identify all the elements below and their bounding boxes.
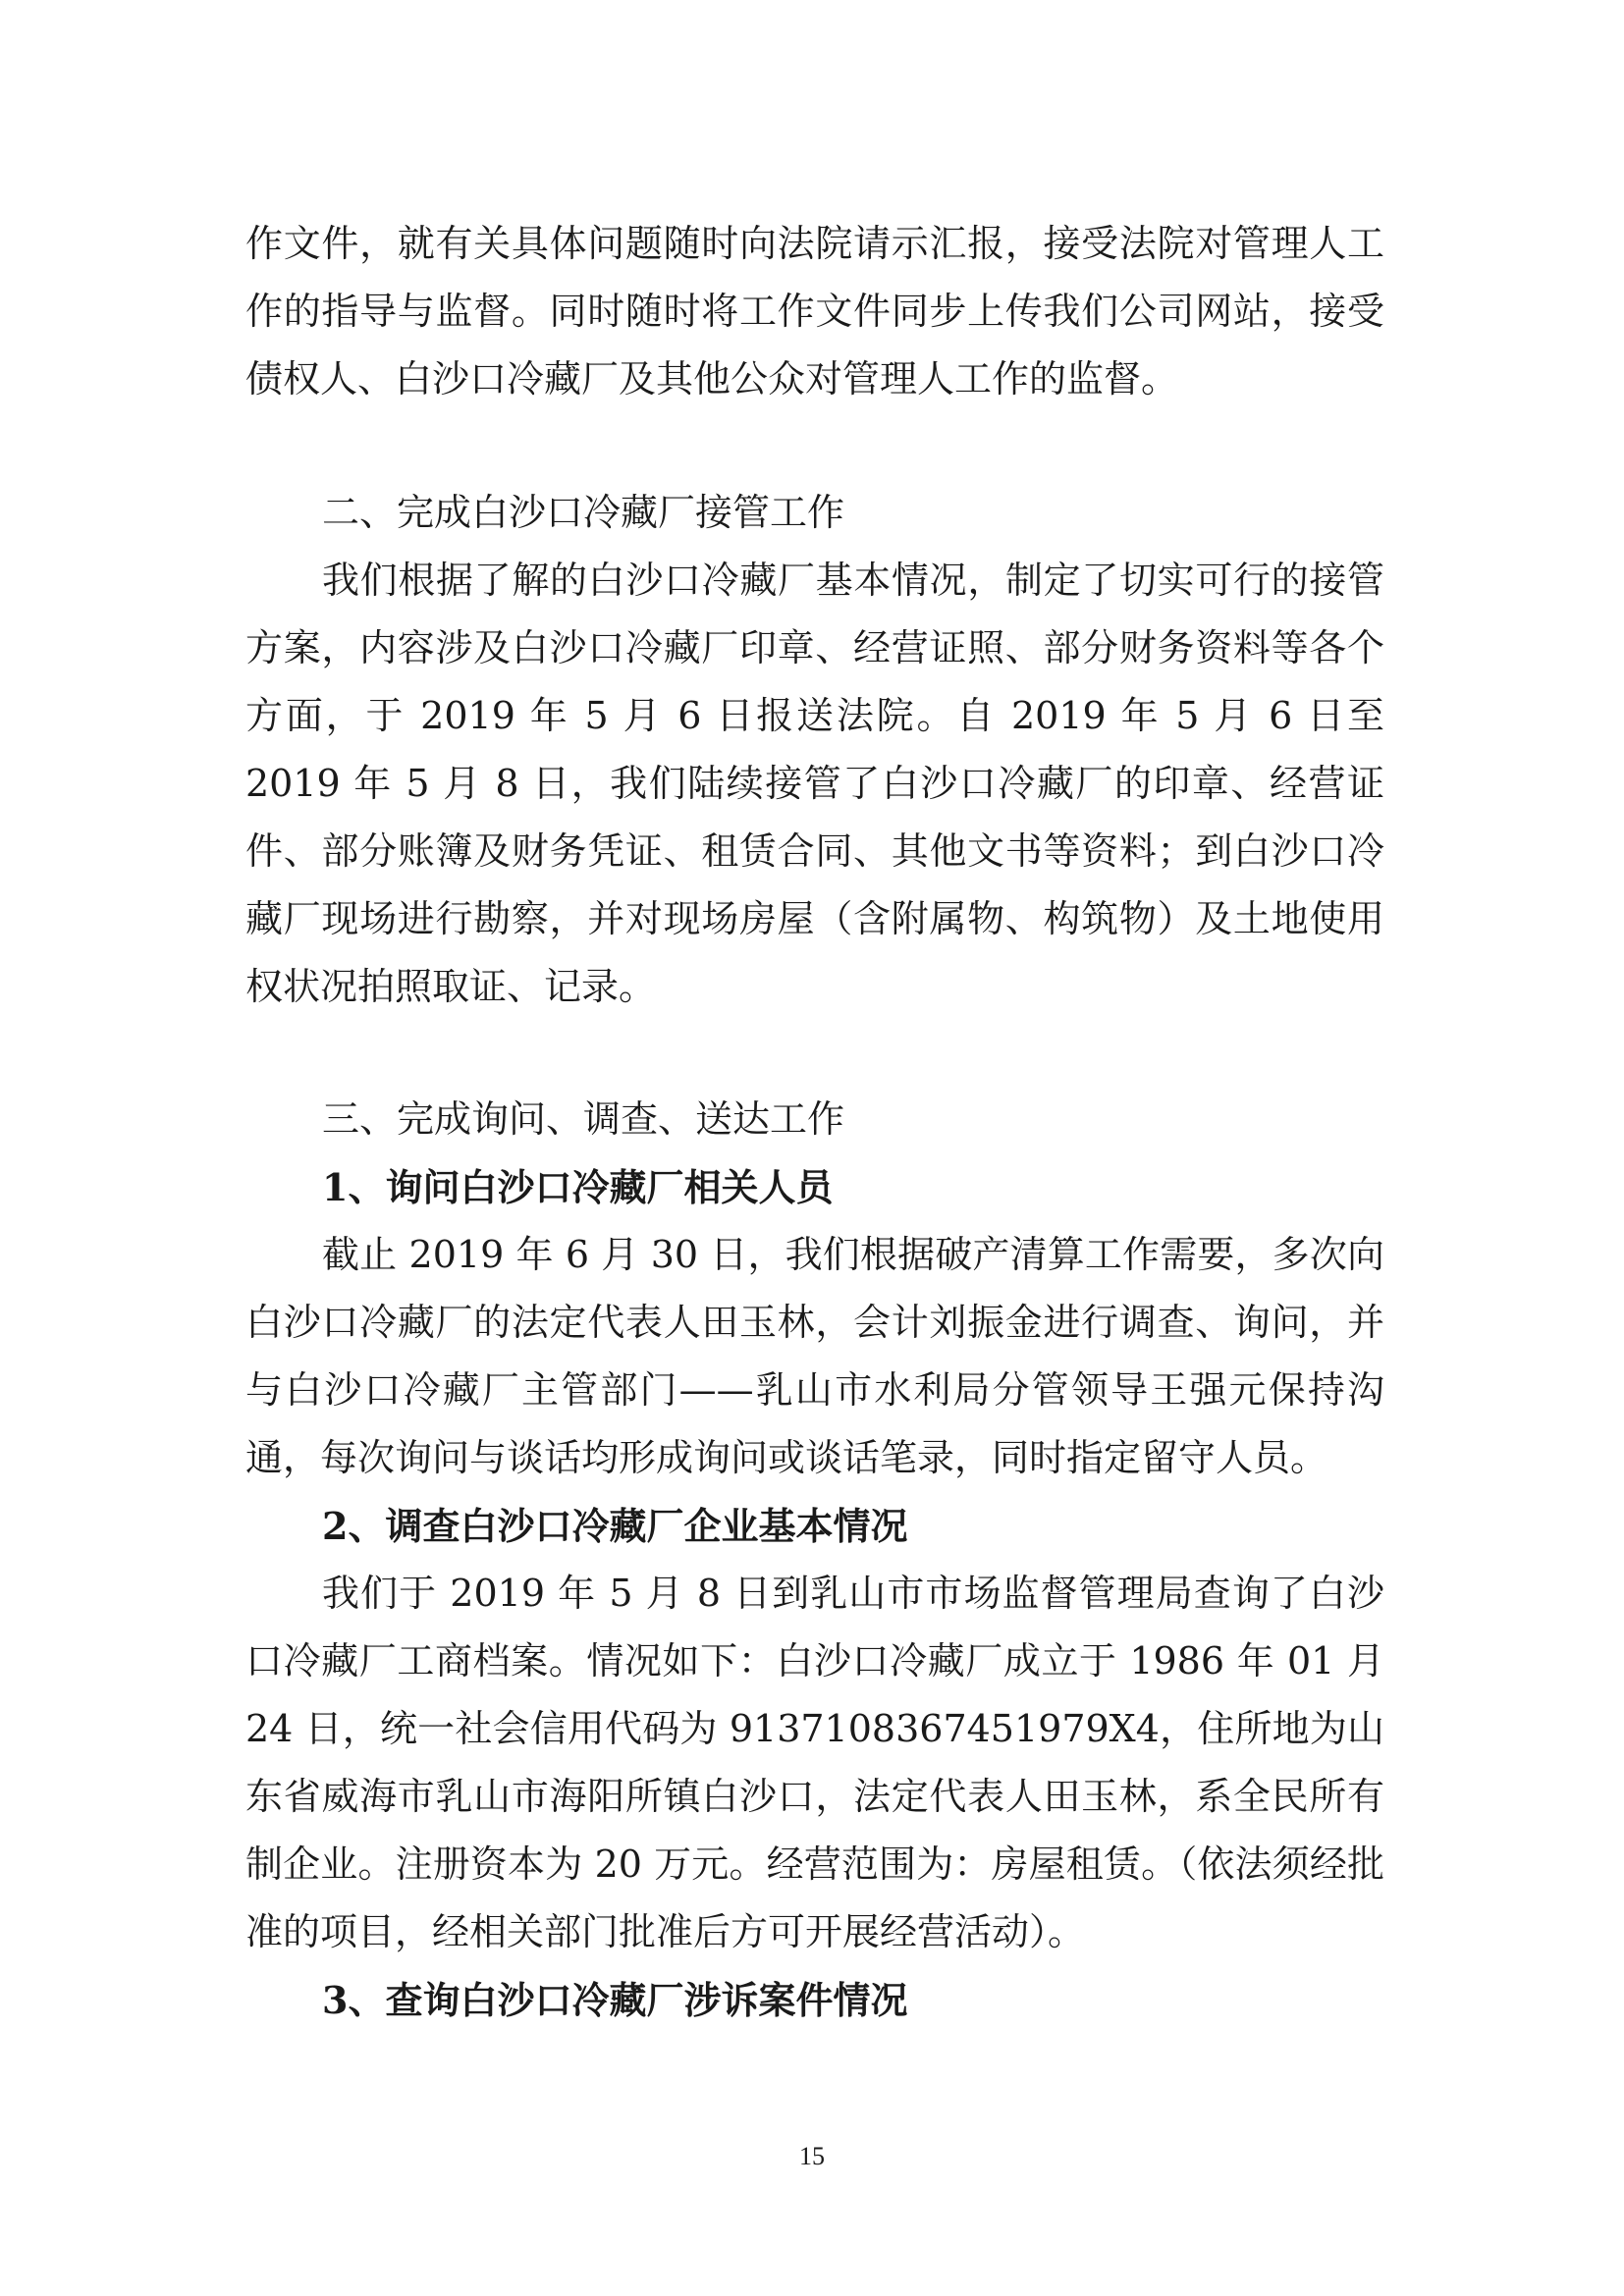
- paragraph-inquiry: 截止 2019 年 6 月 30 日，我们根据破产清算工作需要，多次向白沙口冷藏厂的法定代表人田玉林，会计刘振金进行调查、询问，并与白沙口冷藏厂主管部门——乳山市水利局分管领导王强元保持沟通，每次询问与谈话均形成询问或谈话笔录，同时指定留守人员。: [245, 1233, 1384, 1479]
- subsection-heading-3-3: 3、查询白沙口冷藏厂涉诉案件情况: [322, 1978, 908, 2022]
- subsection-heading-3-1: 1、询问白沙口冷藏厂相关人员: [322, 1165, 834, 1209]
- section-heading-2: 二、完成白沙口冷藏厂接管工作: [322, 491, 845, 534]
- section-heading-3: 三、完成询问、调查、送达工作: [322, 1097, 845, 1141]
- page-number: 15: [799, 2142, 825, 2170]
- subsection-heading-3-2: 2、调查白沙口冷藏厂企业基本情况: [322, 1504, 908, 1548]
- paragraph-takeover: 我们根据了解的白沙口冷藏厂基本情况，制定了切实可行的接管方案，内容涉及白沙口冷藏厂印章、经营证照、部分财务资料等各个方面，于 2019 年 5 月 6 日报送法院。自 2019 年 5 月 6 日至 2019 年 5 月 8 日，我们陆续接管了白沙口冷藏厂的印章、经营证件、部分账簿及财务凭证、租赁合同、其他文书等资料；到白沙口冷藏厂现场进行勘察，并对现场房屋（含附属物、构筑物）及土地使用权状况拍照取证、记录。: [245, 559, 1384, 1008]
- paragraph-company-info: 我们于 2019 年 5 月 8 日到乳山市市场监督管理局查询了白沙口冷藏厂工商档案。情况如下：白沙口冷藏厂成立于 1986 年 01 月 24 日，统一社会信用代码为 913710836745197​9X4，住所地为山东省威海市乳山市海阳所镇白沙口，法定代表人田玉林，系全民所有制企业。注册资本为 20 万元。经营范围为：房屋租赁。（依法须经批准的项目，经相关部门批准后方可开展经营活动）。: [245, 1572, 1384, 1953]
- paragraph-intro-continuation: 作文件，就有关具体问题随时向法院请示汇报，接受法院对管理人工作的指导与监督。同时随时将工作文件同步上传我们公司网站，接受债权人、白沙口冷藏厂及其他公众对管理人工作的监督。: [245, 222, 1384, 400]
